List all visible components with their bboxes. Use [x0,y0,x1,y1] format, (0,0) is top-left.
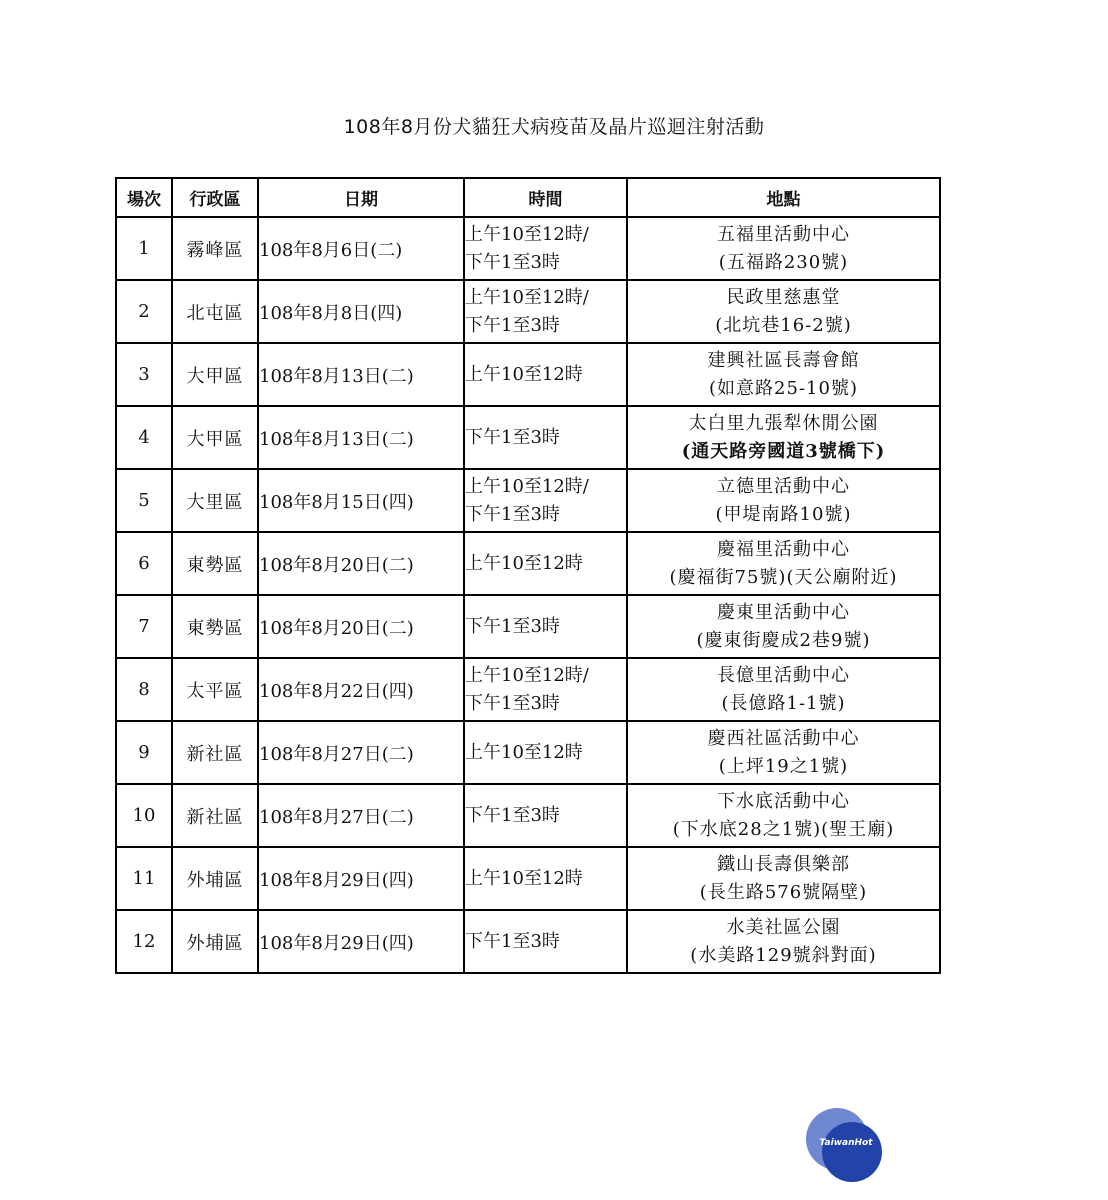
session-number-cell: 2 [116,280,172,343]
header-district: 行政區 [172,178,258,217]
date-cell: 108年8月20日(二) [258,532,464,595]
district-cell: 大里區 [172,469,258,532]
table-row [116,658,940,721]
location-address: (長生路576號隔壁) [699,881,868,903]
location-address: (上坪19之1號) [718,755,849,777]
location-name: 鐵山長壽俱樂部 [717,853,850,875]
district-cell: 北屯區 [172,280,258,343]
district-cell: 東勢區 [172,532,258,595]
time-cell: 上午10至12時/ 下午1至3時 [464,217,627,280]
location-cell [627,910,940,973]
location-address: (慶福街75號)(天公廟附近) [669,566,898,588]
location-cell [627,721,940,784]
table-row [116,280,940,343]
location-cell [627,217,940,280]
date-cell: 108年8月13日(二) [258,343,464,406]
time-cell: 上午10至12時/ 下午1至3時 [464,469,627,532]
session-number-cell: 11 [116,847,172,910]
date-cell: 108年8月29日(四) [258,910,464,973]
session-number-cell: 9 [116,721,172,784]
location-cell [627,658,940,721]
location-name: 長億里活動中心 [717,664,850,686]
location-name: 下水底活動中心 [717,790,850,812]
table-row [116,784,940,847]
date-cell: 108年8月15日(四) [258,469,464,532]
session-number-cell: 12 [116,910,172,973]
session-number-cell: 4 [116,406,172,469]
table-row [116,532,940,595]
location-name: 太白里九張犁休閒公園 [688,412,879,434]
time-cell: 上午10至12時/ 下午1至3時 [464,280,627,343]
location-name: 民政里慈惠堂 [726,286,841,308]
district-cell: 外埔區 [172,910,258,973]
location-address: (通天路旁國道3號橋下) [681,440,886,462]
time-cell: 下午1至3時 [464,910,627,973]
location-address: (甲堤南路10號) [715,503,852,525]
district-cell: 太平區 [172,658,258,721]
location-cell [627,406,940,469]
time-cell: 上午10至12時 [464,847,627,910]
date-cell: 108年8月22日(四) [258,658,464,721]
location-address: (長億路1-1號) [721,692,846,714]
session-number-cell: 10 [116,784,172,847]
logo-text: TaiwanHot [819,1138,873,1148]
table-row [116,217,940,280]
header-date: 日期 [258,178,464,217]
location-address: (如意路25-10號) [709,377,858,399]
table-row [116,595,940,658]
time-cell: 上午10至12時 [464,532,627,595]
logo-circle-dark [822,1122,882,1182]
table-row [116,721,940,784]
location-name: 五福里活動中心 [717,223,850,245]
location-address: (水美路129號斜對面) [690,944,877,966]
district-cell: 霧峰區 [172,217,258,280]
time-cell: 下午1至3時 [464,406,627,469]
time-cell: 上午10至12時 [464,721,627,784]
district-cell: 東勢區 [172,595,258,658]
schedule-table [115,177,941,974]
location-address: (北坑巷16-2號) [715,314,852,336]
location-cell [627,784,940,847]
time-cell: 下午1至3時 [464,784,627,847]
district-cell: 外埔區 [172,847,258,910]
location-name: 水美社區公園 [726,916,841,938]
header-time: 時間 [464,178,627,217]
header-location: 地點 [627,178,940,217]
district-cell: 大甲區 [172,406,258,469]
session-number-cell: 6 [116,532,172,595]
session-number-cell: 5 [116,469,172,532]
date-cell: 108年8月20日(二) [258,595,464,658]
location-address: (慶東街慶成2巷9號) [696,629,871,651]
date-cell: 108年8月13日(二) [258,406,464,469]
location-name: 慶福里活動中心 [717,538,850,560]
district-cell: 新社區 [172,784,258,847]
location-address: (下水底28之1號)(聖王廟) [672,818,895,840]
location-cell [627,595,940,658]
location-address: (五福路230號) [718,251,849,273]
district-cell: 大甲區 [172,343,258,406]
session-number-cell: 1 [116,217,172,280]
location-cell [627,847,940,910]
location-name: 慶東里活動中心 [717,601,850,623]
location-cell [627,280,940,343]
location-cell [627,469,940,532]
time-cell: 上午10至12時 [464,343,627,406]
date-cell: 108年8月29日(四) [258,847,464,910]
district-cell: 新社區 [172,721,258,784]
location-name: 立德里活動中心 [717,475,850,497]
date-cell: 108年8月8日(四) [258,280,464,343]
location-cell [627,532,940,595]
session-number-cell: 7 [116,595,172,658]
location-cell [627,343,940,406]
date-cell: 108年8月6日(二) [258,217,464,280]
header-session: 場次 [116,178,172,217]
table-row [116,910,940,973]
table-row [116,847,940,910]
taiwanhot-logo [806,1108,882,1184]
location-name: 慶西社區活動中心 [707,727,860,749]
table-header-row [116,178,940,217]
date-cell: 108年8月27日(二) [258,721,464,784]
date-cell: 108年8月27日(二) [258,784,464,847]
session-number-cell: 8 [116,658,172,721]
location-name: 建興社區長壽會館 [707,349,860,371]
table-row [116,406,940,469]
time-cell: 上午10至12時/ 下午1至3時 [464,658,627,721]
session-number-cell: 3 [116,343,172,406]
table-row [116,343,940,406]
time-cell: 下午1至3時 [464,595,627,658]
table-row [116,469,940,532]
page-title: 108年8月份犬貓狂犬病疫苗及晶片巡迴注射活動 [343,116,765,138]
